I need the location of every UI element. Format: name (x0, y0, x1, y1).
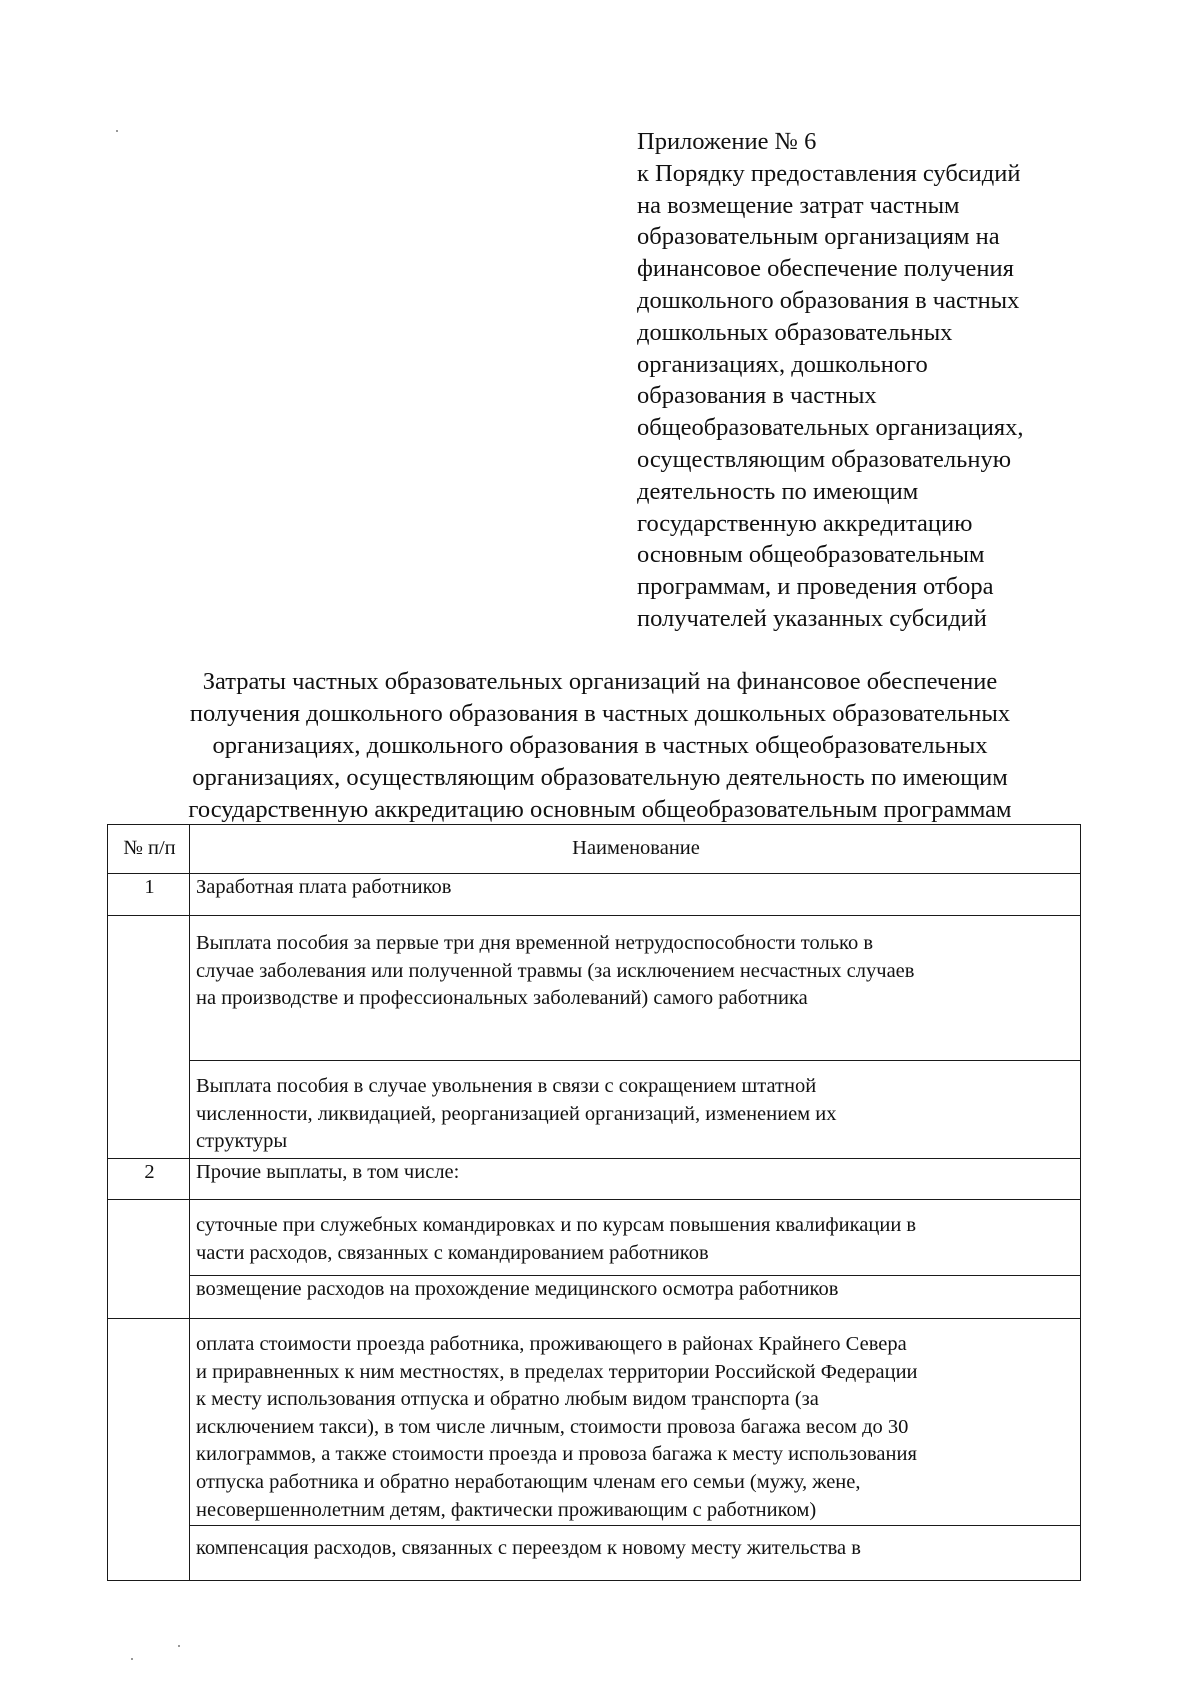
title-line: получения дошкольного образования в частных дошкольных образовательных (189, 700, 1011, 727)
title-line: организациях, осуществляющим образовательную деятельность по имеющим (192, 764, 1008, 791)
row-text-line: и приравненных к ним местностях, в пределах территории Российской Федерации (196, 1360, 918, 1383)
appendix-line: дошкольных образовательных (637, 318, 953, 346)
appendix-line: основным общеобразовательным (637, 541, 985, 569)
row-number (108, 1061, 190, 1159)
column-header-number: № п/п (108, 825, 190, 874)
appendix-line: осуществляющим образовательную (637, 445, 1011, 473)
row-text-line: килограммов, а также стоимости проезда и провоза багажа к месту использования (196, 1443, 917, 1466)
appendix-line: к Порядку предоставления субсидий (637, 159, 1021, 187)
row-text-line: оплата стоимости проезда работника, проживающего в районах Крайнего Севера (196, 1333, 907, 1355)
row-name (190, 874, 1081, 916)
row-text-line: Прочие выплаты, в том числе: (196, 1161, 460, 1183)
row-name (190, 1061, 1081, 1159)
scan-speck (178, 1645, 180, 1647)
document-title (100, 666, 1100, 826)
row-text-line: Выплата пособия в случае увольнения в связи с сокращением штатной (196, 1075, 817, 1097)
table-row (108, 1159, 1081, 1200)
row-text-line: суточные при служебных командировках и по курсам повышения квалификации в (196, 1214, 917, 1236)
appendix-line: на возмещение затрат частным (637, 191, 960, 219)
row-name (190, 916, 1081, 1061)
row-name (190, 1319, 1081, 1526)
appendix-line: государственную аккредитацию (637, 509, 973, 537)
row-text-line: Выплата пособия за первые три дня временной нетрудоспособности только в (196, 932, 874, 954)
table-row (108, 1319, 1081, 1526)
row-number (108, 1276, 190, 1319)
appendix-line: образовательным организациям на (637, 223, 1000, 251)
row-text-line: к месту использования отпуска и обратно любым видом транспорта (за (196, 1388, 819, 1411)
scan-speck (131, 1658, 133, 1660)
appendix-line: Приложение № 6 (637, 128, 817, 155)
row-name (190, 1276, 1081, 1319)
table-header-row (108, 825, 1081, 874)
appendix-line: деятельность по имеющим (637, 477, 919, 505)
row-text-line: отпуска работника и обратно неработающим членам его семьи (мужу, жене, (196, 1470, 861, 1493)
row-text-line: Заработная плата работников (196, 876, 452, 898)
row-name (190, 1159, 1081, 1200)
table-row (108, 1200, 1081, 1276)
title-line: Затраты частных образовательных организаций на финансовое обеспечение (202, 668, 998, 695)
appendix-line: общеобразовательных организациях, (637, 414, 1024, 442)
appendix-header (637, 126, 1087, 635)
costs-table (107, 824, 1081, 1581)
appendix-line: дошкольного образования в частных (637, 286, 1020, 314)
row-number (108, 1200, 190, 1276)
title-line: организациях, дошкольного образования в частных общеобразовательных (212, 732, 988, 759)
table-row (108, 916, 1081, 1061)
row-text-line: исключением такси), в том числе личным, стоимости провоза багажа весом до 30 (196, 1415, 909, 1438)
row-number: 2 (108, 1159, 190, 1200)
title-line: государственную аккредитацию основным общеобразовательным программам (188, 796, 1012, 823)
row-name (190, 1526, 1081, 1581)
row-number (108, 916, 190, 1061)
scan-speck (116, 130, 118, 132)
appendix-line: образования в частных (637, 382, 877, 410)
row-number: 1 (108, 874, 190, 916)
appendix-line: получателей указанных субсидий (637, 604, 987, 632)
table-row (108, 874, 1081, 916)
row-text-line: численности, ликвидацией, реорганизацией организаций, изменением их (196, 1102, 837, 1125)
row-text-line: возмещение расходов на прохождение медицинского осмотра работников (196, 1278, 839, 1300)
row-text-line: компенсация расходов, связанных с переездом к новому месту жительства в (196, 1537, 861, 1559)
table-row (108, 1276, 1081, 1319)
row-number (108, 1526, 190, 1581)
table-row (108, 1526, 1081, 1581)
row-text-line: структуры (196, 1130, 288, 1153)
column-header-name: Наименование (190, 825, 1081, 874)
row-number (108, 1319, 190, 1526)
row-text-line: на производстве и профессиональных заболеваний) самого работника (196, 987, 808, 1010)
row-text-line: части расходов, связанных с командированием работников (196, 1241, 709, 1264)
appendix-line: финансовое обеспечение получения (637, 255, 1014, 283)
row-text-line: случае заболевания или полученной травмы (за исключением несчастных случаев (196, 959, 915, 982)
appendix-line: программам, и проведения отбора (637, 573, 994, 601)
row-name (190, 1200, 1081, 1276)
appendix-line: организациях, дошкольного (637, 350, 928, 378)
row-text-line: несовершеннолетним детям, фактически проживающим с работником) (196, 1498, 817, 1521)
table-row (108, 1061, 1081, 1159)
